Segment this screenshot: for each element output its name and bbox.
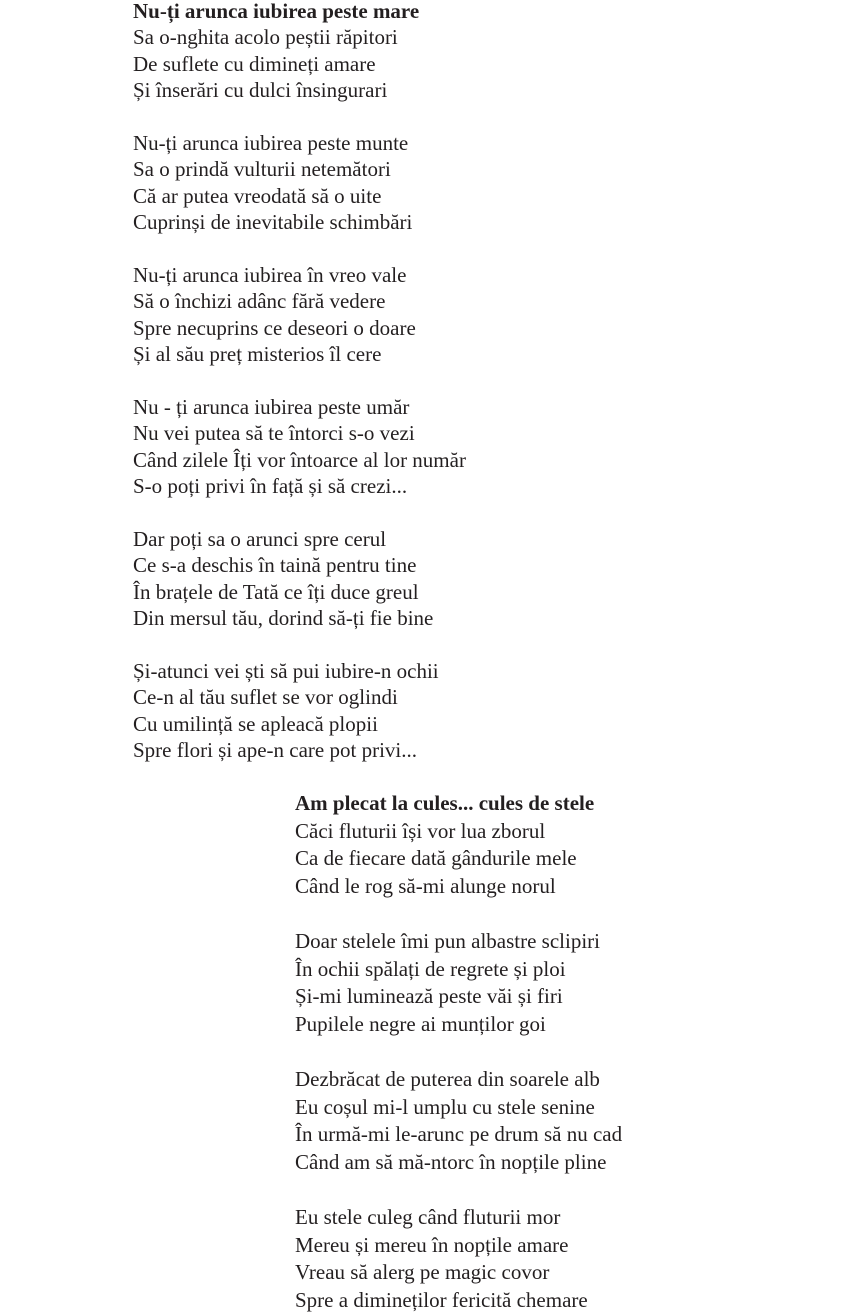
- poem-line: În urmă-mi le-arunc pe drum să nu cad: [295, 1122, 623, 1147]
- poem-line: Când am să mă-ntorc în nopțile pline: [295, 1149, 607, 1174]
- poem-line: Dar poți sa o arunci spre cerul: [133, 526, 387, 551]
- poem-line: Să o închizi adânc fără vedere: [133, 289, 386, 314]
- poem-2: [295, 790, 715, 1314]
- poem-line: Din mersul tău, dorind să-ți fie bine: [133, 605, 434, 630]
- stanza-gap: [295, 1038, 715, 1066]
- stanza-gap: [133, 236, 553, 262]
- poem-line: Căci fluturii își vor lua zborul: [295, 818, 546, 843]
- poem-line: Sa o-nghita acolo peștii răpitori: [133, 25, 398, 50]
- poem-line: Vreau să alerg pe magic covor: [295, 1260, 550, 1285]
- poem-line: În ochii spălați de regrete și ploi: [295, 956, 566, 981]
- poem-line: S-o poți privi în față și să crezi...: [133, 474, 408, 499]
- poem-line: Spre a dimineților fericită chemare: [295, 1287, 588, 1312]
- poem-line: Nu - ți arunca iubirea peste umăr: [133, 394, 410, 419]
- poem-line: Când zilele Îți vor întoarce al lor număr: [133, 447, 466, 472]
- poem-2-title: Am plecat la cules... cules de stele: [295, 791, 595, 815]
- stanza-gap: [295, 900, 715, 928]
- poem-line: Și înserări cu dulci însingurari: [133, 78, 388, 103]
- poem-line: Dezbrăcat de puterea din soarele alb: [295, 1066, 600, 1091]
- stanza-gap: [133, 367, 553, 393]
- poem-line: Că ar putea vreodată să o uite: [133, 183, 382, 208]
- poem-line: Nu-ți arunca iubirea în vreo vale: [133, 262, 407, 287]
- poem-line: Pupilele negre ai munților goi: [295, 1011, 546, 1036]
- poem-line: Și al său preț misterios îl cere: [133, 342, 382, 367]
- poem-line: Nu-ți arunca iubirea peste munte: [133, 130, 409, 155]
- poem-line: Nu vei putea să te întorci s-o vezi: [133, 421, 415, 446]
- poem-1-title: Nu-ți arunca iubirea peste mare: [133, 0, 420, 23]
- poem-line: Eu stele culeg când fluturii mor: [295, 1204, 561, 1229]
- poem-line: Ca de fiecare dată gândurile mele: [295, 846, 577, 871]
- stanza-gap: [133, 499, 553, 525]
- poem-line: Când le rog să-mi alunge norul: [295, 873, 556, 898]
- poem-line: Doar stelele îmi pun albastre sclipiri: [295, 928, 600, 953]
- poem-1: [133, 0, 553, 763]
- poem-line: Sa o prindă vulturii netemători: [133, 157, 391, 182]
- poem-line: Cu umilință se apleacă plopii: [133, 711, 378, 736]
- stanza-gap: [133, 104, 553, 130]
- poem-line: În brațele de Tată ce îți duce greul: [133, 579, 419, 604]
- poem-line: Ce s-a deschis în taină pentru tine: [133, 553, 417, 578]
- poem-line: Eu coșul mi-l umplu cu stele senine: [295, 1094, 595, 1119]
- poem-line: Și-atunci vei ști să pui iubire-n ochii: [133, 658, 439, 683]
- poem-line: Spre necuprins ce deseori o doare: [133, 315, 416, 340]
- poem-line: Ce-n al tău suflet se vor oglindi: [133, 685, 398, 710]
- stanza-gap: [133, 631, 553, 657]
- poem-line: Mereu și mereu în nopțile amare: [295, 1232, 569, 1257]
- poem-line: Și-mi luminează peste văi și firi: [295, 984, 563, 1009]
- poem-line: Spre flori și ape-n care pot privi...: [133, 737, 417, 762]
- poem-line: Cuprinși de inevitabile schimbări: [133, 210, 413, 235]
- poem-line: De suflete cu dimineți amare: [133, 51, 376, 76]
- stanza-gap: [295, 1176, 715, 1204]
